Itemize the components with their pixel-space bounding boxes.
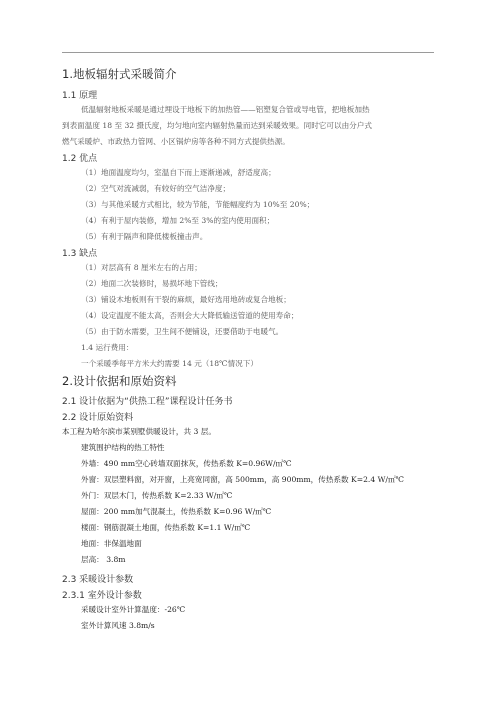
project-intro: 本工程为哈尔滨市某别墅供暖设计，共 3 层。 — [62, 427, 216, 436]
spec-line: 楼面：钢筋混凝土地面，传热系数 K=1.1 W/㎡℃ — [81, 523, 251, 532]
list-item: （4）设定温度不能太高，否则会大大降低输送管道的使用寿命； — [81, 311, 299, 320]
spec-line: 层高： 3.8m — [81, 555, 126, 564]
section-1-4-title: 1.4 运行费用： — [81, 343, 134, 352]
list-item: （3）与其他采暖方式相比，较为节能，节能幅度约为 10%至 20%； — [81, 200, 315, 209]
section-1-1-title: 1.1 原理 — [62, 91, 98, 101]
section-2-2-title: 2.2 设计原始资料 — [62, 413, 134, 423]
list-item: （4）有利于屋内装修，增加 2%至 3%的室内使用面积； — [81, 216, 275, 225]
header-rule — [62, 52, 434, 53]
section-2-3-1-title: 2.3.1 室外设计参数 — [62, 591, 142, 601]
list-item: （1）对层高有 8 厘米左右的占用； — [81, 263, 202, 272]
spec-line: 地面：非保温地面 — [81, 539, 142, 548]
paragraph-line: 低温辐射地板采暖是通过埋设于地板下的加热管——铝塑复合管或导电管，把地板加热 — [81, 105, 370, 114]
list-item: （1）地面温度均匀，室温自下而上逐渐递减，舒适度高； — [81, 168, 276, 177]
section-1-3-title: 1.3 缺点 — [62, 249, 98, 259]
spec-line: 建筑围护结构的热工特性 — [81, 443, 165, 452]
list-item: （2）地面二次装修时，易损坏地下管线； — [81, 279, 223, 288]
list-item: （3）铺设木地板则有干裂的麻烦，最好选用地砖或复合地板； — [81, 295, 291, 304]
list-item: （5）有利于隔声和降低楼板撞击声。 — [81, 232, 208, 241]
spec-line: 外门：双层木门，传热系数 K=2.33 W/㎡℃ — [81, 491, 233, 500]
list-item: （5）由于防水需要，卫生间不便铺设，还要借助于电暖气。 — [81, 327, 284, 336]
section-1-2-title: 1.2 优点 — [62, 154, 98, 164]
spec-line: 屋面：200 mm加气混凝土，传热系数 K=0.96 W/㎡℃ — [81, 507, 272, 516]
spec-line: 采暖设计室外计算温度：-26℃ — [81, 605, 186, 614]
paragraph-line: 到表面温度 18 至 32 摄氏度，均匀地向室内辐射热量而达到采暖效果。同时它可以由分户式 — [62, 121, 372, 130]
spec-line: 外窗：双层塑料窗，对开窗，上亮宽同窗，高 500mm，高 900mm，传热系数 K=2.4 W/㎡℃ — [81, 475, 405, 484]
spec-line: 室外计算风速 3.8m/s — [81, 621, 155, 630]
section-1-title: 1.地板辐射式采暖简介 — [62, 67, 177, 81]
section-2-3-title: 2.3 采暖设计参数 — [62, 575, 134, 585]
section-2-1-title: 2.1 设计依据为“供热工程”课程设计任务书 — [62, 397, 233, 407]
paragraph-line: 燃气采暖炉、市政热力管网、小区锅炉房等各种不同方式提供热源。 — [62, 137, 290, 146]
spec-line: 外墙：490 mm空心砖墙双面抹灰，传热系数 K=0.96W/㎡℃ — [81, 459, 292, 468]
section-2-title: 2.设计依据和原始资料 — [62, 374, 177, 388]
list-item: （2）空气对流减弱，有较好的空气洁净度； — [81, 184, 231, 193]
running-cost-text: 一个采暖季每平方米大约需要 14 元（18℃情况下） — [81, 359, 258, 368]
